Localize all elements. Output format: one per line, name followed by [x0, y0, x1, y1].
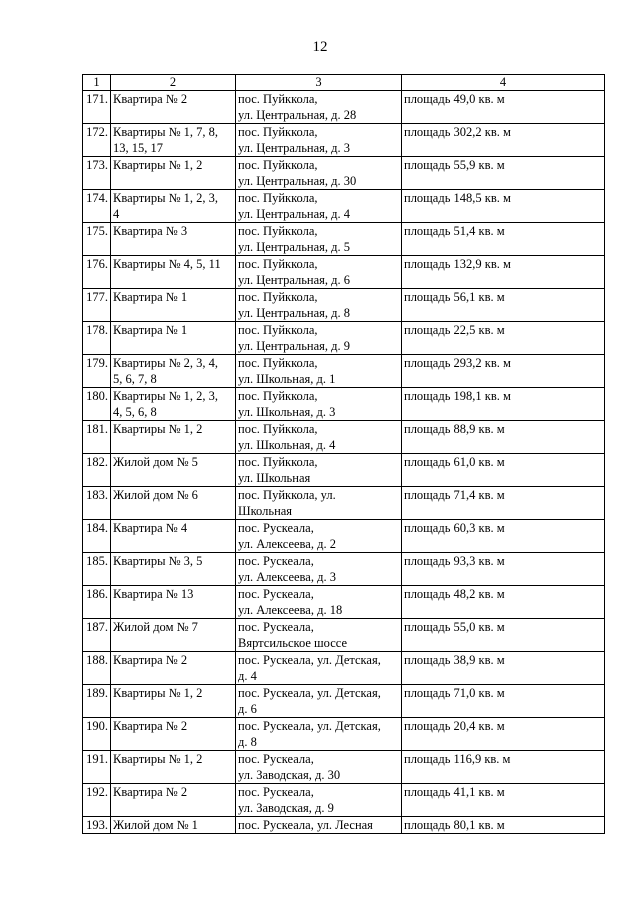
address-line: пос. Пуйккола, — [238, 290, 318, 304]
object-line: Жилой дом № 1 — [113, 818, 198, 832]
address-cell — [236, 421, 402, 454]
address-line: пос. Пуйккола, — [238, 323, 318, 337]
address-cell — [236, 718, 402, 751]
property-table — [82, 74, 605, 834]
object-line: Квартира № 2 — [113, 92, 188, 106]
area-cell: площадь 55,0 кв. м — [402, 619, 605, 652]
address-cell — [236, 619, 402, 652]
object-line: 4 — [113, 207, 120, 221]
object-cell — [111, 91, 236, 124]
table-row — [83, 520, 605, 553]
address-line: пос. Рускеала, — [238, 554, 314, 568]
object-line: Квартиры № 1, 7, 8, — [113, 125, 219, 139]
object-cell — [111, 223, 236, 256]
row-number: 188. — [83, 652, 111, 685]
address-line: пос. Рускеала, ул. Лесная — [238, 818, 373, 832]
row-number: 187. — [83, 619, 111, 652]
page-number: 12 — [312, 39, 328, 55]
object-line: Жилой дом № 7 — [113, 620, 198, 634]
object-line: Квартира № 13 — [113, 587, 194, 601]
address-line: ул. Школьная, д. 3 — [238, 405, 336, 419]
address-cell — [236, 289, 402, 322]
address-line: пос. Рускеала, — [238, 752, 314, 766]
address-line: ул. Школьная — [238, 471, 311, 485]
address-line: пос. Пуйккола, ул. — [238, 488, 336, 502]
object-cell — [111, 124, 236, 157]
area-cell: площадь 71,4 кв. м — [402, 487, 605, 520]
address-cell — [236, 553, 402, 586]
address-line: пос. Пуйккола, — [238, 389, 318, 403]
area-cell: площадь 132,9 кв. м — [402, 256, 605, 289]
area-cell: площадь 93,3 кв. м — [402, 553, 605, 586]
area-cell: площадь 61,0 кв. м — [402, 454, 605, 487]
address-line: ул. Центральная, д. 30 — [238, 174, 357, 188]
area-cell: площадь 55,9 кв. м — [402, 157, 605, 190]
area-cell: площадь 302,2 кв. м — [402, 124, 605, 157]
table-body — [83, 91, 605, 834]
table-header — [83, 75, 605, 91]
address-line: пос. Пуйккола, — [238, 455, 318, 469]
table-row — [83, 421, 605, 454]
row-number: 182. — [83, 454, 111, 487]
table-row — [83, 652, 605, 685]
object-line: Квартиры № 1, 2 — [113, 686, 203, 700]
object-line: Квартира № 2 — [113, 719, 188, 733]
object-cell — [111, 553, 236, 586]
object-line: Квартиры № 1, 2, 3, — [113, 191, 219, 205]
address-cell — [236, 256, 402, 289]
object-line: 5, 6, 7, 8 — [113, 372, 157, 386]
row-number: 183. — [83, 487, 111, 520]
object-cell — [111, 619, 236, 652]
table-row — [83, 124, 605, 157]
address-cell — [236, 487, 402, 520]
table-row — [83, 586, 605, 619]
row-number: 193. — [83, 817, 111, 834]
object-line: Жилой дом № 5 — [113, 455, 198, 469]
address-line: д. 6 — [238, 702, 257, 716]
row-number: 189. — [83, 685, 111, 718]
address-cell — [236, 817, 402, 834]
row-number: 179. — [83, 355, 111, 388]
row-number: 172. — [83, 124, 111, 157]
table-row — [83, 256, 605, 289]
object-line: Квартиры № 1, 2, 3, — [113, 389, 219, 403]
address-line: ул. Школьная, д. 1 — [238, 372, 336, 386]
object-cell — [111, 751, 236, 784]
table-row — [83, 289, 605, 322]
address-cell — [236, 685, 402, 718]
address-line: пос. Рускеала, — [238, 785, 314, 799]
row-number: 171. — [83, 91, 111, 124]
address-line: пос. Рускеала, — [238, 521, 314, 535]
area-cell: площадь 198,1 кв. м — [402, 388, 605, 421]
object-line: 4, 5, 6, 8 — [113, 405, 157, 419]
table-row — [83, 817, 605, 834]
table-row — [83, 157, 605, 190]
row-number: 176. — [83, 256, 111, 289]
object-line: Квартира № 2 — [113, 785, 188, 799]
address-line: ул. Центральная, д. 9 — [238, 339, 351, 353]
address-cell — [236, 157, 402, 190]
table-row — [83, 223, 605, 256]
address-line: пос. Пуйккола, — [238, 422, 318, 436]
address-cell — [236, 223, 402, 256]
table-row — [83, 322, 605, 355]
object-line: Квартира № 3 — [113, 224, 188, 238]
area-cell: площадь 293,2 кв. м — [402, 355, 605, 388]
address-line: пос. Пуйккола, — [238, 158, 318, 172]
column-header-2: 2 — [111, 75, 236, 91]
table-row — [83, 454, 605, 487]
table-row — [83, 685, 605, 718]
address-line: ул. Школьная, д. 4 — [238, 438, 336, 452]
row-number: 190. — [83, 718, 111, 751]
address-line: пос. Пуйккола, — [238, 125, 318, 139]
address-line: д. 4 — [238, 669, 257, 683]
object-line: 13, 15, 17 — [113, 141, 163, 155]
object-cell — [111, 487, 236, 520]
object-cell — [111, 817, 236, 834]
address-line: пос. Пуйккола, — [238, 356, 318, 370]
area-cell: площадь 22,5 кв. м — [402, 322, 605, 355]
table-row — [83, 91, 605, 124]
object-line: Квартира № 4 — [113, 521, 188, 535]
table-row — [83, 190, 605, 223]
object-cell — [111, 256, 236, 289]
row-number: 177. — [83, 289, 111, 322]
object-line: Квартира № 2 — [113, 653, 188, 667]
address-line: пос. Рускеала, — [238, 587, 314, 601]
address-line: д. 8 — [238, 735, 257, 749]
address-cell — [236, 190, 402, 223]
address-line: пос. Пуйккола, — [238, 224, 318, 238]
address-cell — [236, 586, 402, 619]
row-number: 174. — [83, 190, 111, 223]
object-cell — [111, 355, 236, 388]
object-cell — [111, 685, 236, 718]
object-cell — [111, 157, 236, 190]
object-line: Квартиры № 4, 5, 11 — [113, 257, 221, 271]
address-cell — [236, 124, 402, 157]
object-cell — [111, 586, 236, 619]
object-cell — [111, 322, 236, 355]
table-row — [83, 619, 605, 652]
object-cell — [111, 652, 236, 685]
column-header-4: 4 — [402, 75, 605, 91]
address-line: ул. Центральная, д. 8 — [238, 306, 351, 320]
address-line: ул. Центральная, д. 3 — [238, 141, 351, 155]
address-line: ул. Центральная, д. 5 — [238, 240, 351, 254]
address-cell — [236, 91, 402, 124]
row-number: 185. — [83, 553, 111, 586]
column-header-1: 1 — [83, 75, 111, 91]
column-header-3: 3 — [236, 75, 402, 91]
row-number: 186. — [83, 586, 111, 619]
row-number: 175. — [83, 223, 111, 256]
address-line: пос. Рускеала, — [238, 620, 314, 634]
object-line: Квартира № 1 — [113, 290, 188, 304]
address-line: ул. Центральная, д. 28 — [238, 108, 357, 122]
address-line: ул. Алексеева, д. 2 — [238, 537, 336, 551]
object-line: Квартиры № 1, 2 — [113, 158, 203, 172]
address-cell — [236, 784, 402, 817]
table-row — [83, 487, 605, 520]
object-cell — [111, 520, 236, 553]
address-cell — [236, 388, 402, 421]
object-line: Квартиры № 3, 5 — [113, 554, 203, 568]
row-number: 178. — [83, 322, 111, 355]
object-cell — [111, 289, 236, 322]
object-cell — [111, 388, 236, 421]
address-line: ул. Заводская, д. 30 — [238, 768, 341, 782]
address-cell — [236, 520, 402, 553]
address-line: ул. Алексеева, д. 3 — [238, 570, 336, 584]
object-line: Жилой дом № 6 — [113, 488, 198, 502]
address-cell — [236, 454, 402, 487]
address-line: ул. Алексеева, д. 18 — [238, 603, 343, 617]
table-row — [83, 784, 605, 817]
address-cell — [236, 652, 402, 685]
area-cell: площадь 60,3 кв. м — [402, 520, 605, 553]
address-line: пос. Пуйккола, — [238, 257, 318, 271]
address-line: ул. Центральная, д. 6 — [238, 273, 351, 287]
address-line: Вяртсильское шоссе — [238, 636, 348, 650]
row-number: 180. — [83, 388, 111, 421]
area-cell: площадь 56,1 кв. м — [402, 289, 605, 322]
address-cell — [236, 751, 402, 784]
table-row — [83, 355, 605, 388]
table-row — [83, 751, 605, 784]
object-cell — [111, 784, 236, 817]
area-cell: площадь 38,9 кв. м — [402, 652, 605, 685]
address-line: пос. Рускеала, ул. Детская, — [238, 653, 381, 667]
area-cell: площадь 80,1 кв. м — [402, 817, 605, 834]
area-cell: площадь 71,0 кв. м — [402, 685, 605, 718]
area-cell: площадь 51,4 кв. м — [402, 223, 605, 256]
area-cell: площадь 116,9 кв. м — [402, 751, 605, 784]
area-cell: площадь 41,1 кв. м — [402, 784, 605, 817]
area-cell: площадь 49,0 кв. м — [402, 91, 605, 124]
address-line: ул. Центральная, д. 4 — [238, 207, 351, 221]
address-line: ул. Заводская, д. 9 — [238, 801, 334, 815]
table-row — [83, 718, 605, 751]
row-number: 173. — [83, 157, 111, 190]
area-cell: площадь 48,2 кв. м — [402, 586, 605, 619]
row-number: 181. — [83, 421, 111, 454]
object-line: Квартиры № 1, 2 — [113, 422, 203, 436]
address-cell — [236, 322, 402, 355]
row-number: 192. — [83, 784, 111, 817]
object-cell — [111, 421, 236, 454]
address-line: пос. Пуйккола, — [238, 191, 318, 205]
area-cell: площадь 148,5 кв. м — [402, 190, 605, 223]
table-row — [83, 553, 605, 586]
object-line: Квартиры № 1, 2 — [113, 752, 203, 766]
address-line: Школьная — [238, 504, 293, 518]
row-number: 184. — [83, 520, 111, 553]
area-cell: площадь 20,4 кв. м — [402, 718, 605, 751]
row-number: 191. — [83, 751, 111, 784]
address-line: пос. Пуйккола, — [238, 92, 318, 106]
object-cell — [111, 454, 236, 487]
area-cell: площадь 88,9 кв. м — [402, 421, 605, 454]
object-cell — [111, 190, 236, 223]
object-line: Квартира № 1 — [113, 323, 188, 337]
address-cell — [236, 355, 402, 388]
object-cell — [111, 718, 236, 751]
address-line: пос. Рускеала, ул. Детская, — [238, 719, 381, 733]
table-row — [83, 388, 605, 421]
object-line: Квартиры № 2, 3, 4, — [113, 356, 219, 370]
address-line: пос. Рускеала, ул. Детская, — [238, 686, 381, 700]
